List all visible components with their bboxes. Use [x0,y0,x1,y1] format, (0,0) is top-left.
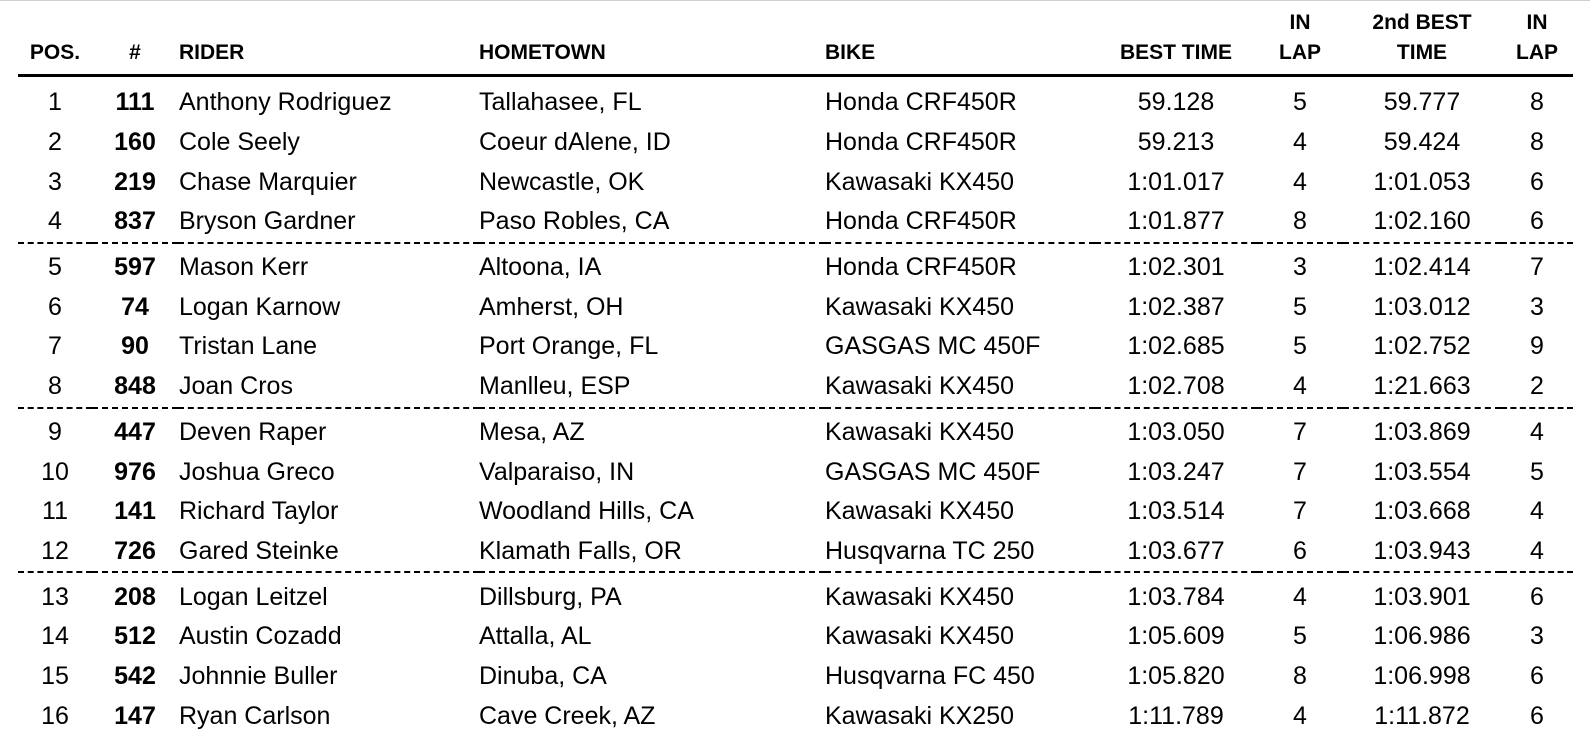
cell-best-time: 1:03.247 [1127,457,1225,486]
cell-bike: GASGAS MC 450F [825,332,1041,361]
header-in-lap [1257,8,1343,76]
cell-rider: Johnnie Buller [179,661,338,690]
cell-rider: Austin Cozadd [179,622,342,651]
cell-bike: Kawasaki KX450 [825,167,1015,196]
cell-bike: GASGAS MC 450F [825,457,1041,486]
table-row [18,287,1573,327]
cell-number: 512 [114,622,156,651]
cell-rider: Deven Raper [179,417,327,446]
cell-rider: Chase Marquier [179,167,357,196]
cell-in-lap-2: 6 [1530,582,1544,611]
cell-second-best-time: 1:21.663 [1343,367,1501,408]
cell-in-lap: 5 [1293,292,1307,321]
cell-number: 597 [114,253,156,282]
cell-second-best-time: 1:03.668 [1373,497,1471,526]
cell-best-time: 1:01.877 [1095,202,1257,243]
cell-number: 976 [114,457,156,486]
cell-hometown: Mesa, AZ [479,417,585,446]
cell-bike: Honda CRF450R [825,88,1017,117]
cell-pos: 3 [48,167,62,196]
results-body [18,76,1573,737]
cell-number: 848 [92,367,178,408]
cell-pos: 4 [18,202,92,243]
table-row [18,617,1573,657]
cell-best-time: 1:11.789 [1128,701,1224,730]
cell-second-best-time: 1:02.160 [1343,202,1501,243]
cell-in-lap-2: 3 [1530,292,1544,321]
cell-in-lap-2: 8 [1530,128,1544,157]
table-row [18,123,1573,163]
cell-number: 726 [92,532,178,573]
cell-pos: 6 [48,292,62,321]
cell-second-best-time: 1:03.901 [1373,582,1471,611]
cell-hometown: Amherst, OH [479,292,624,321]
cell-best-time: 1:05.609 [1127,622,1225,651]
cell-pos: 7 [48,332,62,361]
cell-hometown: Paso Robles, CA [479,202,825,243]
cell-rider: Logan Leitzel [179,582,328,611]
cell-second-best-time: 1:03.943 [1343,532,1501,573]
cell-hometown: Altoona, IA [479,253,602,282]
cell-best-time: 59.128 [1137,88,1215,117]
cell-in-lap-2: 4 [1530,497,1544,526]
cell-hometown: Port Orange, FL [479,332,659,361]
header-hometown: HOMETOWN [479,8,825,76]
cell-in-lap-2: 6 [1501,202,1573,243]
cell-number: 542 [114,661,156,690]
cell-in-lap-2: 4 [1501,532,1573,573]
cell-pos: 5 [48,253,62,282]
table-row [18,162,1573,202]
cell-in-lap: 5 [1293,88,1307,117]
cell-hometown: Newcastle, OK [479,167,645,196]
header-in-lap-2 [1501,8,1573,76]
cell-number: 111 [115,88,155,117]
cell-rider: Joan Cros [178,367,479,408]
cell-pos: 13 [41,582,69,611]
cell-second-best-time: 1:06.998 [1373,661,1471,690]
cell-in-lap: 4 [1293,128,1307,157]
header-in-lap-2-line-1: IN [1526,11,1548,34]
cell-best-time: 1:03.514 [1127,497,1225,526]
cell-bike: Husqvarna FC 450 [825,661,1035,690]
cell-pos: 16 [41,701,69,730]
cell-in-lap-2: 4 [1530,417,1544,446]
cell-best-time: 1:02.685 [1127,332,1225,361]
cell-best-time: 1:03.050 [1127,417,1225,446]
cell-in-lap: 7 [1293,497,1307,526]
cell-in-lap-2: 6 [1530,661,1544,690]
cell-number: 219 [114,167,156,196]
table-row [18,492,1573,532]
cell-second-best-time: 1:03.869 [1373,417,1471,446]
table-row [18,572,1573,617]
cell-bike: Kawasaki KX450 [825,497,1015,526]
header-second-best-line-1: 2nd BEST [1372,11,1472,34]
cell-bike: Kawasaki KX450 [825,367,1095,408]
cell-best-time: 1:03.784 [1127,582,1225,611]
cell-pos: 1 [48,88,62,117]
top-divider [0,0,1590,1]
cell-bike: Kawasaki KX450 [825,292,1015,321]
cell-pos: 14 [41,622,69,651]
cell-in-lap: 3 [1293,253,1307,282]
cell-hometown: Dinuba, CA [479,661,607,690]
cell-number: 90 [121,332,149,361]
cell-in-lap: 6 [1257,532,1343,573]
cell-number: 208 [114,582,156,611]
cell-pos: 11 [42,497,68,526]
header-in-lap-line-2: LAP [1279,41,1321,64]
cell-rider: Logan Karnow [179,292,341,321]
cell-number: 837 [92,202,178,243]
cell-rider: Cole Seely [179,128,300,157]
cell-in-lap-2: 2 [1501,367,1573,408]
table-row [18,367,1573,408]
cell-best-time: 1:02.708 [1095,367,1257,408]
cell-best-time: 1:02.387 [1127,292,1225,321]
cell-hometown: Klamath Falls, OR [479,532,825,573]
cell-number: 141 [114,497,156,526]
cell-in-lap: 4 [1293,582,1307,611]
cell-best-time: 59.213 [1137,128,1215,157]
cell-bike: Honda CRF450R [825,253,1017,282]
cell-in-lap: 8 [1257,202,1343,243]
cell-bike: Husqvarna TC 250 [825,532,1095,573]
header-row [18,8,1573,76]
cell-in-lap-2: 6 [1530,701,1544,730]
cell-hometown: Tallahasee, FL [479,88,642,117]
cell-in-lap-2: 5 [1530,457,1544,486]
cell-in-lap: 5 [1293,332,1307,361]
results-table [18,8,1573,736]
cell-bike: Honda CRF450R [825,128,1017,157]
table-row [18,202,1573,243]
table-row [18,76,1573,123]
cell-hometown: Valparaiso, IN [479,457,635,486]
cell-in-lap: 8 [1293,661,1307,690]
cell-second-best-time: 1:03.012 [1373,292,1471,321]
cell-hometown: Coeur dAlene, ID [479,128,671,157]
header-best-time: BEST TIME [1095,8,1257,76]
cell-number: 447 [114,417,156,446]
cell-bike: Kawasaki KX450 [825,622,1015,651]
cell-pos: 2 [48,128,62,157]
cell-bike: Honda CRF450R [825,202,1095,243]
cell-in-lap-2: 3 [1530,622,1544,651]
cell-in-lap: 5 [1293,622,1307,651]
cell-in-lap: 4 [1293,167,1307,196]
cell-rider: Anthony Rodriguez [179,88,392,117]
cell-in-lap: 7 [1293,457,1307,486]
cell-rider: Ryan Carlson [179,701,331,730]
cell-pos: 12 [18,532,92,573]
header-second-best-line-2: TIME [1396,41,1448,64]
table-row [18,696,1573,736]
cell-best-time: 1:01.017 [1127,167,1225,196]
cell-in-lap-2: 8 [1530,88,1544,117]
header-rider: RIDER [178,8,479,76]
header-in-lap-2-line-2: LAP [1516,41,1558,64]
cell-hometown: Dillsburg, PA [479,582,622,611]
cell-best-time: 1:02.301 [1127,253,1225,282]
cell-in-lap: 4 [1293,701,1307,730]
header-number: # [92,8,178,76]
cell-number: 74 [121,292,149,321]
cell-in-lap: 4 [1257,367,1343,408]
table-row [18,243,1573,288]
header-in-lap-line-1: IN [1289,11,1311,34]
table-row [18,452,1573,492]
cell-in-lap-2: 7 [1530,253,1544,282]
cell-second-best-time: 1:11.872 [1374,701,1470,730]
cell-second-best-time: 59.424 [1383,128,1461,157]
cell-hometown: Woodland Hills, CA [479,497,694,526]
cell-second-best-time: 1:03.554 [1373,457,1471,486]
cell-rider: Gared Steinke [178,532,479,573]
cell-pos: 15 [41,661,69,690]
cell-bike: Kawasaki KX250 [825,701,1015,730]
cell-second-best-time: 59.777 [1383,88,1461,117]
cell-best-time: 1:03.677 [1095,532,1257,573]
cell-second-best-time: 1:02.752 [1373,332,1471,361]
cell-pos: 10 [41,457,69,486]
cell-bike: Kawasaki KX450 [825,582,1015,611]
cell-in-lap-2: 9 [1530,332,1544,361]
cell-pos: 8 [18,367,92,408]
cell-bike: Kawasaki KX450 [825,417,1015,446]
table-row [18,327,1573,367]
cell-hometown: Cave Creek, AZ [479,701,656,730]
cell-best-time: 1:05.820 [1127,661,1225,690]
cell-second-best-time: 1:02.414 [1373,253,1471,282]
cell-second-best-time: 1:01.053 [1373,167,1471,196]
header-second-best-time [1343,8,1501,76]
header-pos: POS. [18,8,92,76]
cell-in-lap: 7 [1293,417,1307,446]
cell-in-lap-2: 6 [1530,167,1544,196]
cell-rider: Joshua Greco [179,457,335,486]
cell-number: 147 [114,701,156,730]
cell-rider: Tristan Lane [179,332,318,361]
cell-number: 160 [114,128,156,157]
cell-hometown: Manlleu, ESP [479,367,825,408]
table-row [18,408,1573,453]
cell-second-best-time: 1:06.986 [1373,622,1471,651]
cell-rider: Richard Taylor [179,497,339,526]
cell-hometown: Attalla, AL [479,622,592,651]
cell-rider: Mason Kerr [179,253,309,282]
cell-pos: 9 [48,417,62,446]
cell-rider: Bryson Gardner [178,202,479,243]
table-row [18,532,1573,573]
header-bike: BIKE [825,8,1095,76]
table-row [18,657,1573,697]
